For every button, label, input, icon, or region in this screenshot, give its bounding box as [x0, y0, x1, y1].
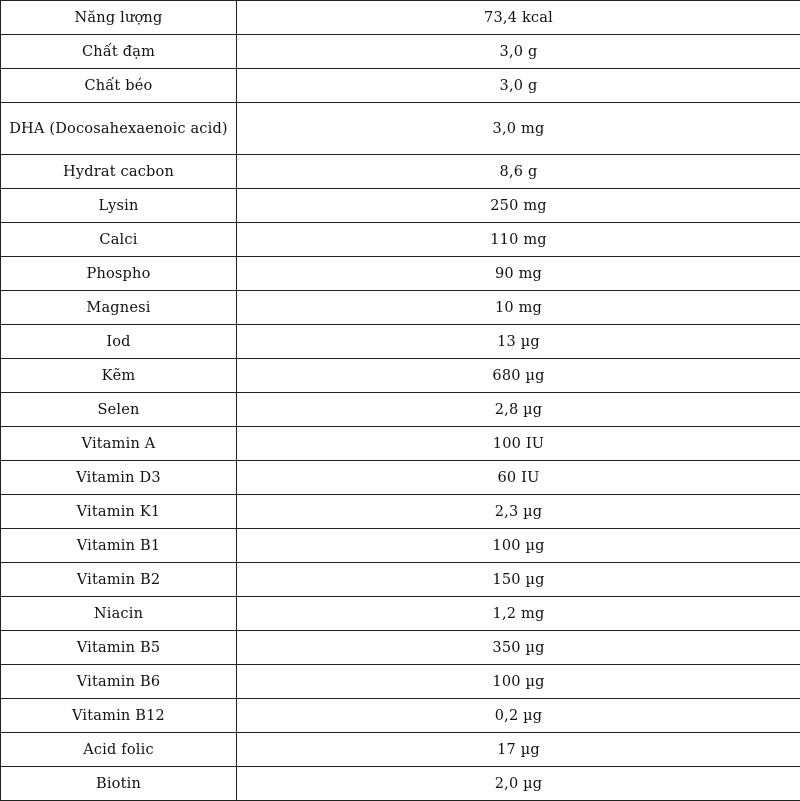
table-row — [1, 563, 800, 597]
table-row — [1, 69, 800, 103]
nutrient-name: Biotin — [1, 767, 237, 801]
table-row — [1, 103, 800, 155]
nutrient-amount: 2,3 µg — [237, 495, 800, 529]
nutrient-amount: 13 µg — [237, 325, 800, 359]
nutrient-name: Vitamin B5 — [1, 631, 237, 665]
nutrient-amount: 8,6 g — [237, 155, 800, 189]
nutrient-amount: 100 µg — [237, 665, 800, 699]
table-row — [1, 325, 800, 359]
table-row — [1, 597, 800, 631]
nutrient-name: Vitamin B6 — [1, 665, 237, 699]
table-row — [1, 495, 800, 529]
table-row — [1, 223, 800, 257]
nutrient-amount: 0,2 µg — [237, 699, 800, 733]
nutrient-amount: 680 µg — [237, 359, 800, 393]
nutrient-name: Hydrat cacbon — [1, 155, 237, 189]
nutrient-name: Calci — [1, 223, 237, 257]
nutrient-name: Năng lượng — [1, 1, 237, 35]
nutrient-name: Vitamin B12 — [1, 699, 237, 733]
table-row — [1, 665, 800, 699]
table-row — [1, 699, 800, 733]
table-row — [1, 189, 800, 223]
nutrient-name: Vitamin D3 — [1, 461, 237, 495]
table-row — [1, 631, 800, 665]
nutrient-name: Lysin — [1, 189, 237, 223]
table-row — [1, 1, 800, 35]
nutrient-amount: 90 mg — [237, 257, 800, 291]
nutrient-amount: 3,0 g — [237, 35, 800, 69]
nutrient-amount: 350 µg — [237, 631, 800, 665]
nutrient-amount: 10 mg — [237, 291, 800, 325]
nutrient-name: Chất đạm — [1, 35, 237, 69]
table-row — [1, 733, 800, 767]
nutrient-amount: 73,4 kcal — [237, 1, 800, 35]
nutrient-name: Phospho — [1, 257, 237, 291]
nutrient-amount: 1,2 mg — [237, 597, 800, 631]
nutrient-name: Magnesi — [1, 291, 237, 325]
nutrient-name: Vitamin B1 — [1, 529, 237, 563]
nutrient-amount: 150 µg — [237, 563, 800, 597]
nutrient-name: Kẽm — [1, 359, 237, 393]
nutrient-amount: 100 µg — [237, 529, 800, 563]
nutrient-name: Selen — [1, 393, 237, 427]
table-row — [1, 257, 800, 291]
nutrient-amount: 100 IU — [237, 427, 800, 461]
table-row — [1, 427, 800, 461]
table-row — [1, 767, 800, 801]
nutrient-name: Niacin — [1, 597, 237, 631]
table-row — [1, 35, 800, 69]
table-row — [1, 461, 800, 495]
nutrient-amount: 2,0 µg — [237, 767, 800, 801]
table-row — [1, 393, 800, 427]
table-row — [1, 291, 800, 325]
nutrient-amount: 2,8 µg — [237, 393, 800, 427]
nutrient-name: Chất béo — [1, 69, 237, 103]
nutrient-name: Vitamin A — [1, 427, 237, 461]
nutrient-name: Vitamin K1 — [1, 495, 237, 529]
table-row — [1, 529, 800, 563]
nutrient-amount: 60 IU — [237, 461, 800, 495]
nutrient-name: DHA (Docosahexaenoic acid) — [1, 103, 237, 155]
nutrient-name: Vitamin B2 — [1, 563, 237, 597]
nutrient-amount: 3,0 g — [237, 69, 800, 103]
nutrient-amount: 250 mg — [237, 189, 800, 223]
nutrient-amount: 110 mg — [237, 223, 800, 257]
nutrient-amount: 17 µg — [237, 733, 800, 767]
table-row — [1, 359, 800, 393]
nutrient-name: Acid folic — [1, 733, 237, 767]
nutrient-amount: 3,0 mg — [237, 103, 800, 155]
nutrient-name: Iod — [1, 325, 237, 359]
table-row — [1, 155, 800, 189]
